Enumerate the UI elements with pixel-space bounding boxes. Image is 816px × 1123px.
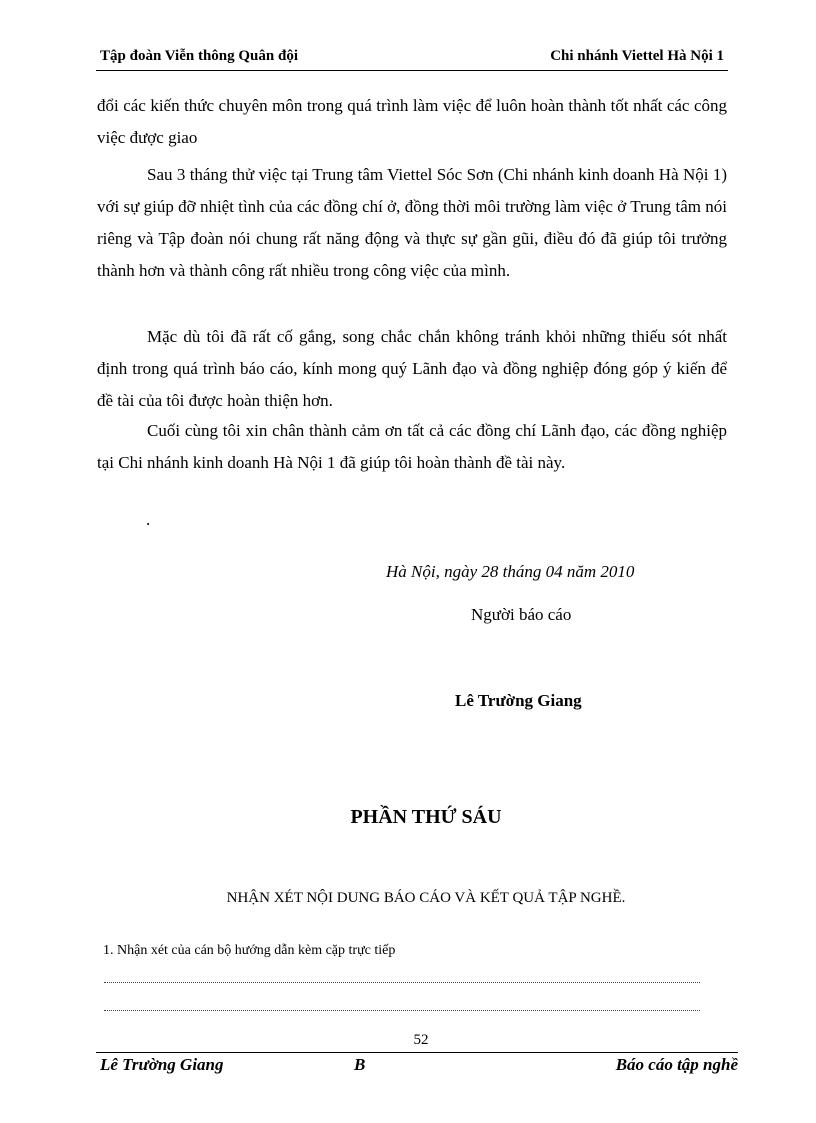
signature-name: Lê Trường Giang (455, 691, 582, 710)
comment-item-label: 1. Nhận xét của cán bộ hướng dẫn kèm cặp trực tiếp (103, 943, 396, 958)
footer-rule (96, 1052, 738, 1053)
signature-role: Người báo cáo (471, 605, 572, 624)
paragraph-apology: Mặc dù tôi đã rất cố gắng, song chắc chắn không tránh khỏi những thiếu sót nhất định trong quá trình báo cáo, kính mong quý Lãnh đạo và đồng nghiệp đóng góp ý kiến để đề tài của tôi được hoàn thiện hơn. (97, 327, 727, 410)
dotted-line-1 (104, 982, 700, 983)
stray-dot: . (146, 510, 151, 529)
footer-left: Lê Trường Giang (100, 1055, 224, 1074)
signature-date: Hà Nội, ngày 28 tháng 04 năm 2010 (386, 562, 635, 581)
page-number: 52 (413, 1032, 429, 1048)
header-left: Tập đoàn Viễn thông Quân đội (100, 48, 298, 64)
footer-middle: B (354, 1055, 366, 1074)
footer-right: Báo cáo tập nghề (615, 1055, 738, 1074)
paragraph-probation: Sau 3 tháng thử việc tại Trung tâm Viettel Sóc Sơn (Chi nhánh kinh doanh Hà Nội 1) với sự giúp đỡ nhiệt tình của các đồng chí ở, đồng thời môi trường làm việc ở Trung tâm nói riêng và Tập đoàn nói chung rất năng động và thực sự gần gũi, điều đó đã giúp tôi trưởng thành hơn và thành công rất nhiều trong công việc của mình. (97, 165, 727, 280)
paragraph-thanks: Cuối cùng tôi xin chân thành cảm ơn tất cả các đồng chí Lãnh đạo, các đồng nghiệp tại Chi nhánh kinh doanh Hà Nội 1 đã giúp tôi hoàn thành đề tài này. (97, 421, 727, 472)
section-title: PHẦN THỨ SÁU (350, 806, 502, 828)
paragraph-continuation: đổi các kiến thức chuyên môn trong quá trình làm việc để luôn hoàn thành tốt nhất các công việc được giao (97, 96, 727, 147)
section-subtitle: NHẬN XÉT NỘI DUNG BÁO CÁO VÀ KẾT QUẢ TẬP NGHỀ. (226, 890, 626, 906)
header-rule (96, 70, 728, 71)
dotted-line-2 (104, 1010, 700, 1011)
header-right: Chi nhánh Viettel Hà Nội 1 (550, 48, 724, 64)
